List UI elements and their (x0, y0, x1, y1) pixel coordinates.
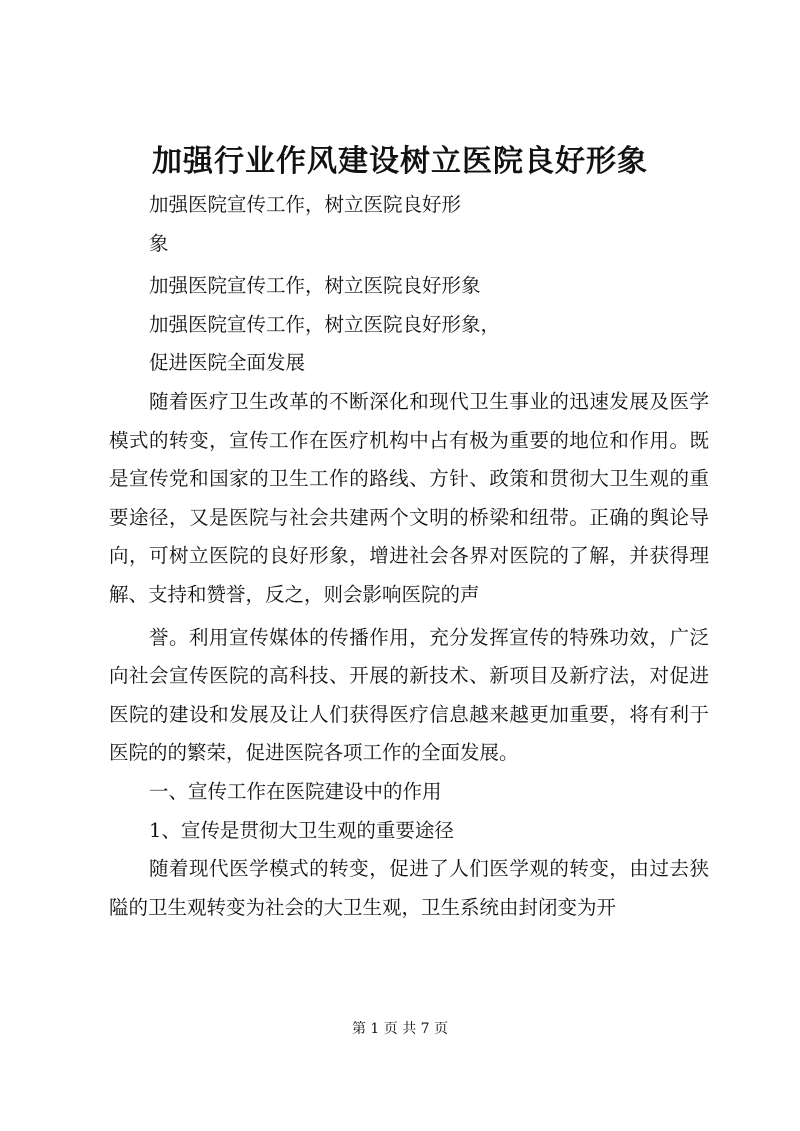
paragraph-4: 加强医院宣传工作，树立医院良好形象， (149, 312, 501, 336)
paragraph-7: 誉。利用宣传媒体的传播作用，充分发挥宣传的特殊功效，广泛向社会宣传医院的高科技、开展的新技术、新项目及新疗法，对促进医院的建设和发展及让人们获得医疗信息越来越更加重要，将有利于医院的的繁荣，促进医院各项工作的全面发展。 (109, 625, 709, 765)
document-title: 加强行业作风建设树立医院良好形象 (152, 144, 648, 179)
subsection-heading-1: 1、宣传是贯彻大卫生观的重要途径 (149, 818, 454, 842)
paragraph-3: 加强医院宣传工作，树立医院良好形象 (149, 274, 481, 298)
paragraph-5: 促进医院全面发展 (149, 351, 306, 375)
paragraph-8: 随着现代医学模式的转变，促进了人们医学观的转变，由过去狭隘的卫生观转变为社会的大卫生观，卫生系统由封闭变为开 (109, 857, 709, 919)
document-body (109, 186, 709, 927)
paragraph-1: 加强医院宣传工作，树立医院良好形 (149, 193, 462, 216)
paragraph-6: 随着医疗卫生改革的不断深化和现代卫生事业的迅速发展及医学模式的转变，宣传工作在医疗机构中占有极为重要的地位和作用。既是宣传党和国家的卫生工作的路线、方针、政策和贯彻大卫生观的重要途径，又是医院与社会共建两个文明的桥梁和纽带。正确的舆论导向，可树立医院的良好形象，增进社会各界对医院的了解，并获得理解、支持和赞誉，反之，则会影响医院的声 (109, 389, 709, 606)
section-heading-1: 一、宣传工作在医院建设中的作用 (149, 779, 442, 803)
paragraph-2: 象 (149, 231, 169, 255)
page-number-footer: 第 1 页 共 7 页 (351, 1021, 449, 1037)
